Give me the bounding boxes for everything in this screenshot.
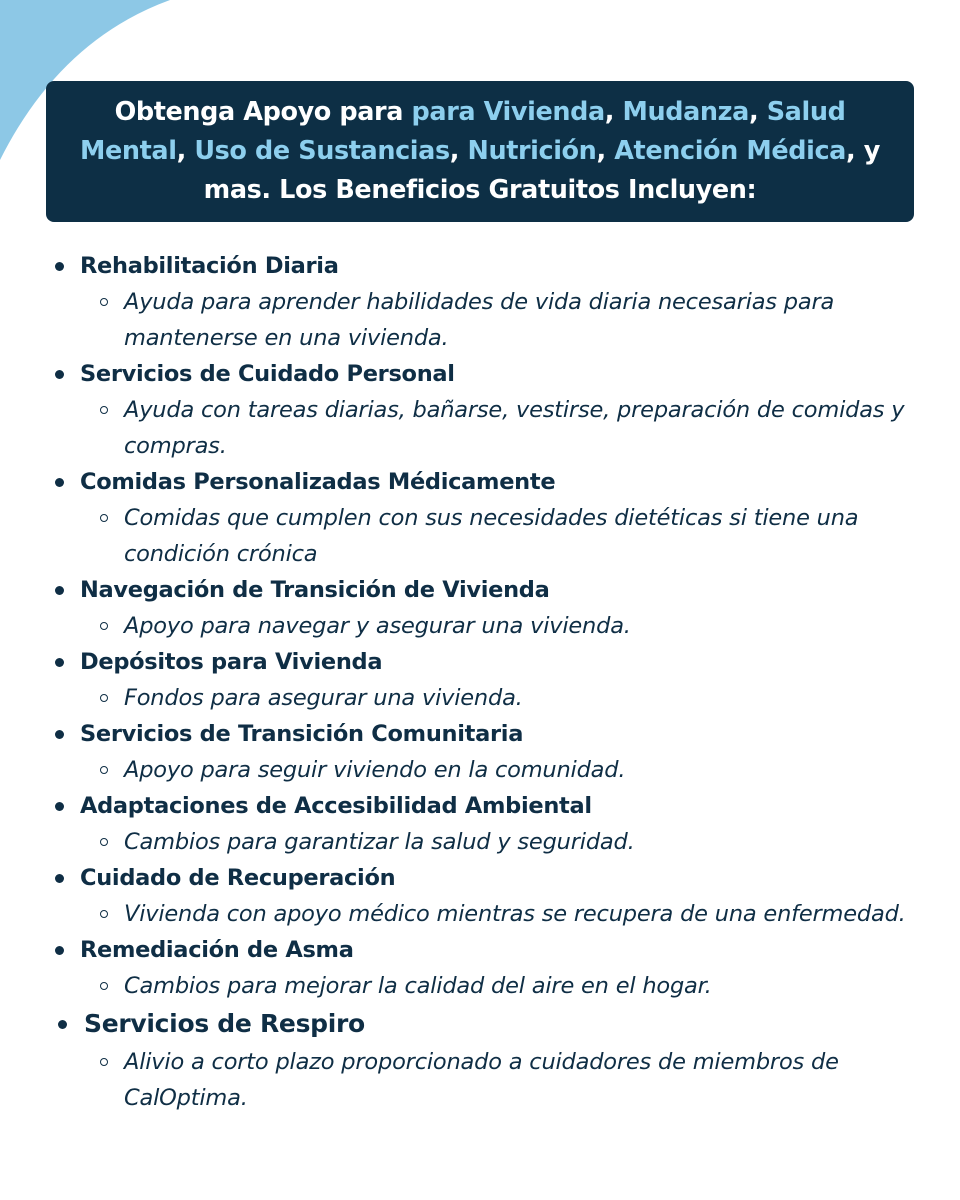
benefit-description bbox=[0, 824, 960, 860]
benefit-title bbox=[0, 572, 960, 608]
hollow-bullet-icon bbox=[100, 514, 108, 522]
header-text-outro: , y mas. Los Beneficios Gratuitos Incluyen: bbox=[203, 136, 880, 205]
header-separator: , bbox=[449, 136, 468, 166]
bullet-icon bbox=[55, 802, 64, 811]
bullet-icon bbox=[55, 262, 64, 271]
benefit-item bbox=[0, 572, 960, 644]
benefit-item bbox=[0, 932, 960, 1004]
benefit-description bbox=[0, 284, 960, 356]
benefit-title bbox=[0, 464, 960, 500]
hollow-bullet-icon bbox=[100, 982, 108, 990]
benefit-title-text: Servicios de Respiro bbox=[84, 1009, 365, 1038]
header-highlight-uso-sustancias: Uso de Sustancias bbox=[194, 136, 450, 166]
benefit-description-text: Apoyo para navegar y asegurar una vivienda. bbox=[124, 613, 631, 639]
benefit-item bbox=[0, 860, 960, 932]
benefit-title bbox=[0, 788, 960, 824]
hollow-bullet-icon bbox=[100, 406, 108, 414]
bullet-icon bbox=[58, 1020, 67, 1029]
header-separator: , bbox=[596, 136, 615, 166]
benefit-title-text: Navegación de Transición de Vivienda bbox=[80, 577, 550, 603]
header-highlight-salud-mental: Salud Mental bbox=[80, 97, 846, 166]
hollow-bullet-icon bbox=[100, 766, 108, 774]
bullet-icon bbox=[55, 730, 64, 739]
benefit-description bbox=[0, 752, 960, 788]
benefit-description bbox=[0, 500, 960, 572]
bullet-icon bbox=[55, 658, 64, 667]
benefit-title bbox=[0, 356, 960, 392]
hollow-bullet-icon bbox=[100, 910, 108, 918]
benefit-title bbox=[0, 932, 960, 968]
benefit-description-text: Fondos para asegurar una vivienda. bbox=[124, 685, 523, 711]
header-banner bbox=[46, 81, 914, 222]
benefit-title-text: Rehabilitación Diaria bbox=[80, 253, 339, 279]
benefit-title bbox=[0, 644, 960, 680]
bullet-icon bbox=[55, 946, 64, 955]
bullet-icon bbox=[55, 370, 64, 379]
benefit-description-text: Alivio a corto plazo proporcionado a cuidadores de miembros de CalOptima. bbox=[124, 1049, 839, 1111]
benefit-item bbox=[0, 248, 960, 356]
benefit-item bbox=[0, 464, 960, 572]
bullet-icon bbox=[55, 478, 64, 487]
bullet-icon bbox=[55, 586, 64, 595]
benefits-list bbox=[0, 248, 960, 1116]
benefit-item bbox=[0, 716, 960, 788]
benefit-title-text: Adaptaciones de Accesibilidad Ambiental bbox=[80, 793, 592, 819]
benefit-description-text: Cambios para mejorar la calidad del aire en el hogar. bbox=[124, 973, 712, 999]
benefit-description-text: Cambios para garantizar la salud y seguridad. bbox=[124, 829, 635, 855]
header-highlight-vivienda: para Vivienda bbox=[411, 97, 605, 127]
hollow-bullet-icon bbox=[100, 1058, 108, 1066]
hollow-bullet-icon bbox=[100, 622, 108, 630]
benefit-description bbox=[0, 392, 960, 464]
benefit-description bbox=[0, 896, 960, 932]
benefit-description bbox=[0, 680, 960, 716]
hollow-bullet-icon bbox=[100, 298, 108, 306]
benefit-title bbox=[0, 248, 960, 284]
benefit-item bbox=[0, 1004, 960, 1116]
header-highlight-mudanza: Mudanza bbox=[622, 97, 749, 127]
hollow-bullet-icon bbox=[100, 838, 108, 846]
benefit-description bbox=[0, 968, 960, 1004]
benefit-description-text: Vivienda con apoyo médico mientras se recupera de una enfermedad. bbox=[124, 901, 906, 927]
header-highlight-nutricion: Nutrición bbox=[467, 136, 597, 166]
benefit-title bbox=[0, 860, 960, 896]
bullet-icon bbox=[55, 874, 64, 883]
benefit-description-text: Ayuda con tareas diarias, bañarse, vestirse, preparación de comidas y compras. bbox=[124, 397, 905, 459]
header-separator: , bbox=[604, 97, 623, 127]
benefit-item bbox=[0, 644, 960, 716]
benefit-item bbox=[0, 788, 960, 860]
hollow-bullet-icon bbox=[100, 694, 108, 702]
benefit-title-text: Comidas Personalizadas Médicamente bbox=[80, 469, 556, 495]
benefit-title-text: Servicios de Cuidado Personal bbox=[80, 361, 455, 387]
header-highlight-atencion-medica: Atención Médica bbox=[614, 136, 846, 166]
header-separator: , bbox=[176, 136, 195, 166]
benefit-title-text: Remediación de Asma bbox=[80, 937, 354, 963]
benefit-title-text: Servicios de Transición Comunitaria bbox=[80, 721, 524, 747]
benefit-title-text: Depósitos para Vivienda bbox=[80, 649, 383, 675]
benefit-description bbox=[0, 608, 960, 644]
header-title bbox=[64, 93, 896, 210]
header-separator: , bbox=[748, 97, 767, 127]
benefit-title bbox=[0, 1004, 960, 1044]
benefit-description-text: Comidas que cumplen con sus necesidades dietéticas si tiene una condición crónica bbox=[124, 505, 859, 567]
benefit-title bbox=[0, 716, 960, 752]
benefit-description-text: Ayuda para aprender habilidades de vida diaria necesarias para mantenerse en una vivienda. bbox=[124, 289, 835, 351]
header-text-intro: Obtenga Apoyo para bbox=[114, 97, 412, 127]
benefit-description-text: Apoyo para seguir viviendo en la comunidad. bbox=[124, 757, 626, 783]
benefit-item bbox=[0, 356, 960, 464]
benefit-description bbox=[0, 1044, 960, 1116]
benefit-title-text: Cuidado de Recuperación bbox=[80, 865, 396, 891]
